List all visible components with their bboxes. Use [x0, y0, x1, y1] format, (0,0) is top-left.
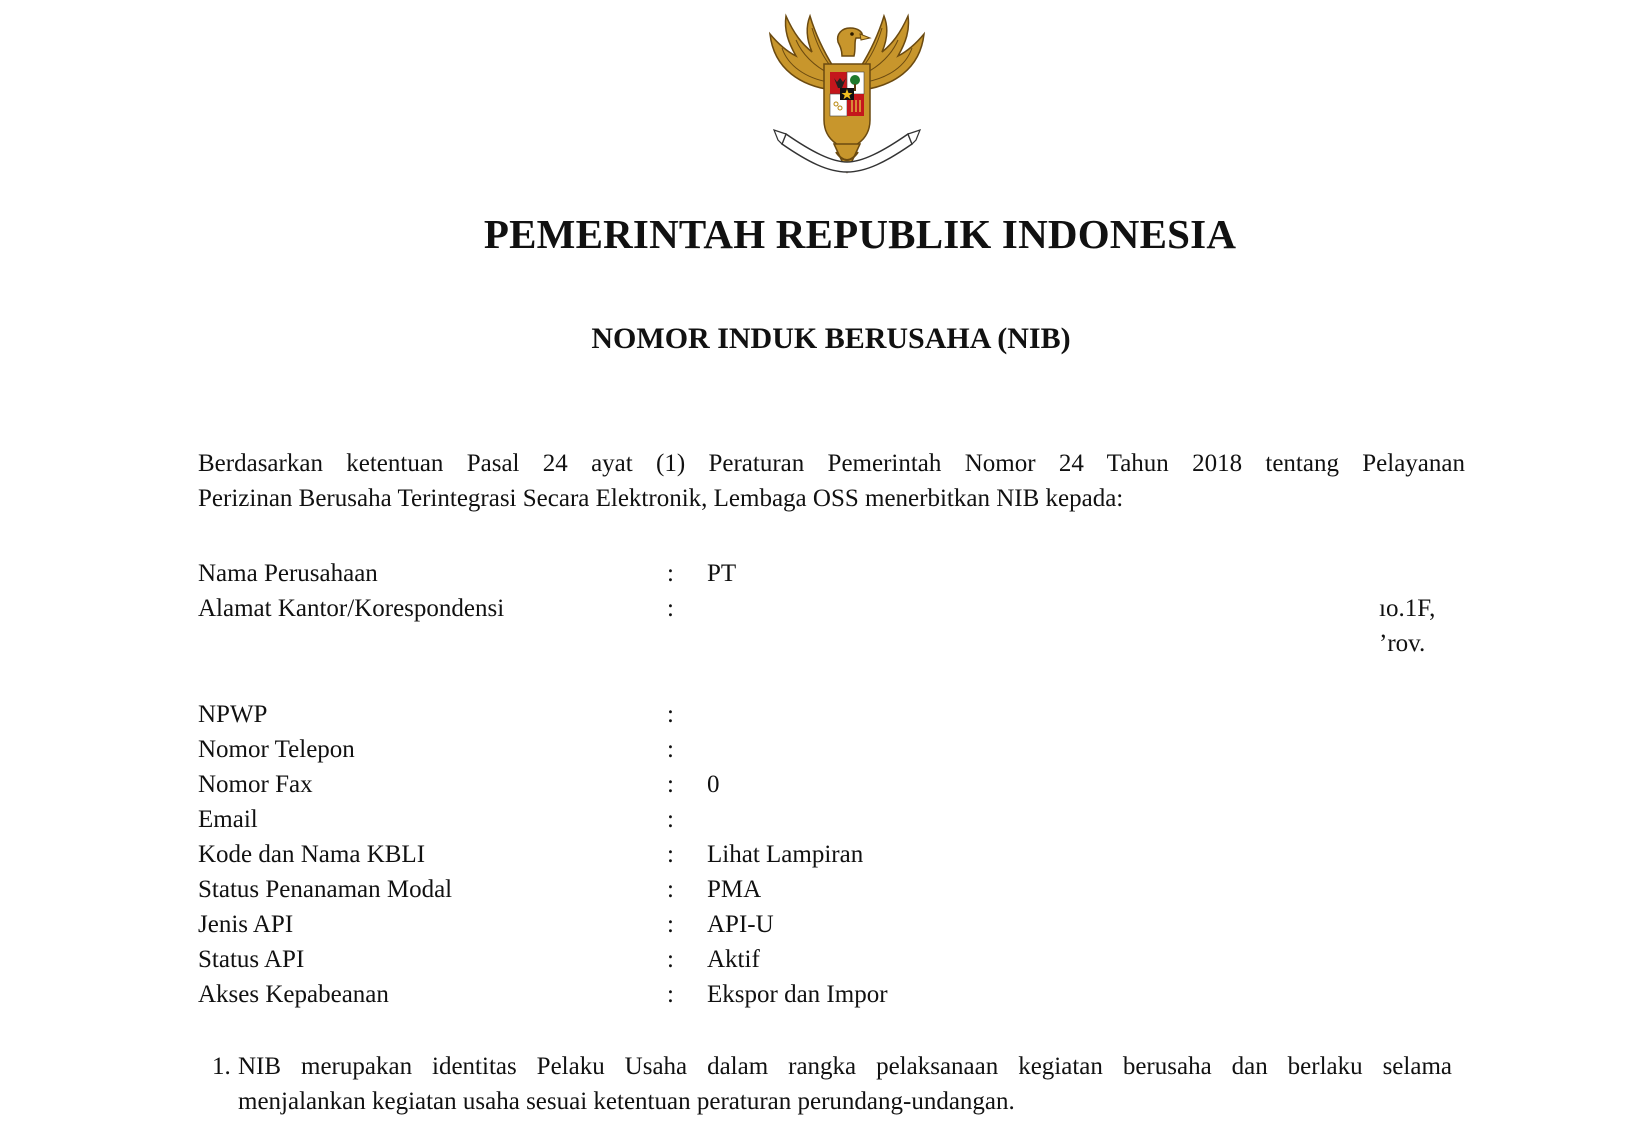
field-label: Nama Perusahaan — [198, 560, 378, 587]
field-value: Aktif — [707, 946, 760, 973]
intro-line-1: Berdasarkan ketentuan Pasal 24 ayat (1) Peraturan Pemerintah Nomor 24 Tahun 2018 tentang Pelayanan — [198, 450, 1465, 477]
garuda-emblem-icon — [762, 12, 932, 188]
field-label: Nomor Fax — [198, 771, 313, 798]
field-label: Status Penanaman Modal — [198, 876, 453, 903]
field-value: PT — [707, 560, 737, 587]
field-separator: : — [667, 946, 674, 973]
note-number: 1. — [212, 1053, 231, 1080]
field-label: Jenis API — [198, 911, 294, 938]
note-text — [238, 1049, 1452, 1119]
field-value: Ekspor dan Impor — [707, 981, 888, 1008]
field-label: Alamat Kantor/Korespondensi — [198, 595, 505, 622]
document-title: NOMOR INDUK BERUSAHA (NIB) — [591, 322, 1071, 355]
field-separator: : — [667, 876, 674, 903]
field-label: NPWP — [198, 701, 268, 728]
field-separator: : — [667, 736, 674, 763]
field-separator: : — [667, 595, 674, 622]
field-label: Kode dan Nama KBLI — [198, 841, 426, 868]
field-separator: : — [667, 911, 674, 938]
field-separator: : — [667, 771, 674, 798]
field-separator: : — [667, 560, 674, 587]
field-separator: : — [667, 841, 674, 868]
intro-line-2: Perizinan Berusaha Terintegrasi Secara Elektronik, Lembaga OSS menerbitkan NIB kepada: — [198, 485, 1124, 512]
field-label: Nomor Telepon — [198, 736, 355, 763]
field-label: Status API — [198, 946, 305, 973]
field-label: Akses Kepabeanan — [198, 981, 389, 1008]
field-value: API-U — [707, 911, 774, 938]
field-value: PMA — [707, 876, 762, 903]
field-separator: : — [667, 806, 674, 833]
note-line-1: NIB merupakan identitas Pelaku Usaha dalam rangka pelaksanaan kegiatan berusaha dan berlaku selama — [238, 1053, 1452, 1080]
government-title: PEMERINTAH REPUBLIK INDONESIA — [483, 211, 1237, 257]
intro-paragraph — [198, 446, 1465, 516]
address-fragment-2: ’rov. — [1379, 630, 1426, 657]
field-value: 0 — [707, 771, 720, 798]
address-fragment-1: ıo.1F, — [1379, 595, 1436, 622]
field-value: Lihat Lampiran — [707, 841, 864, 868]
field-separator: : — [667, 981, 674, 1008]
field-label: Email — [198, 806, 258, 833]
note-line-2: menjalankan kegiatan usaha sesuai ketentuan peraturan perundang-undangan. — [238, 1088, 1015, 1115]
field-separator: : — [667, 701, 674, 728]
